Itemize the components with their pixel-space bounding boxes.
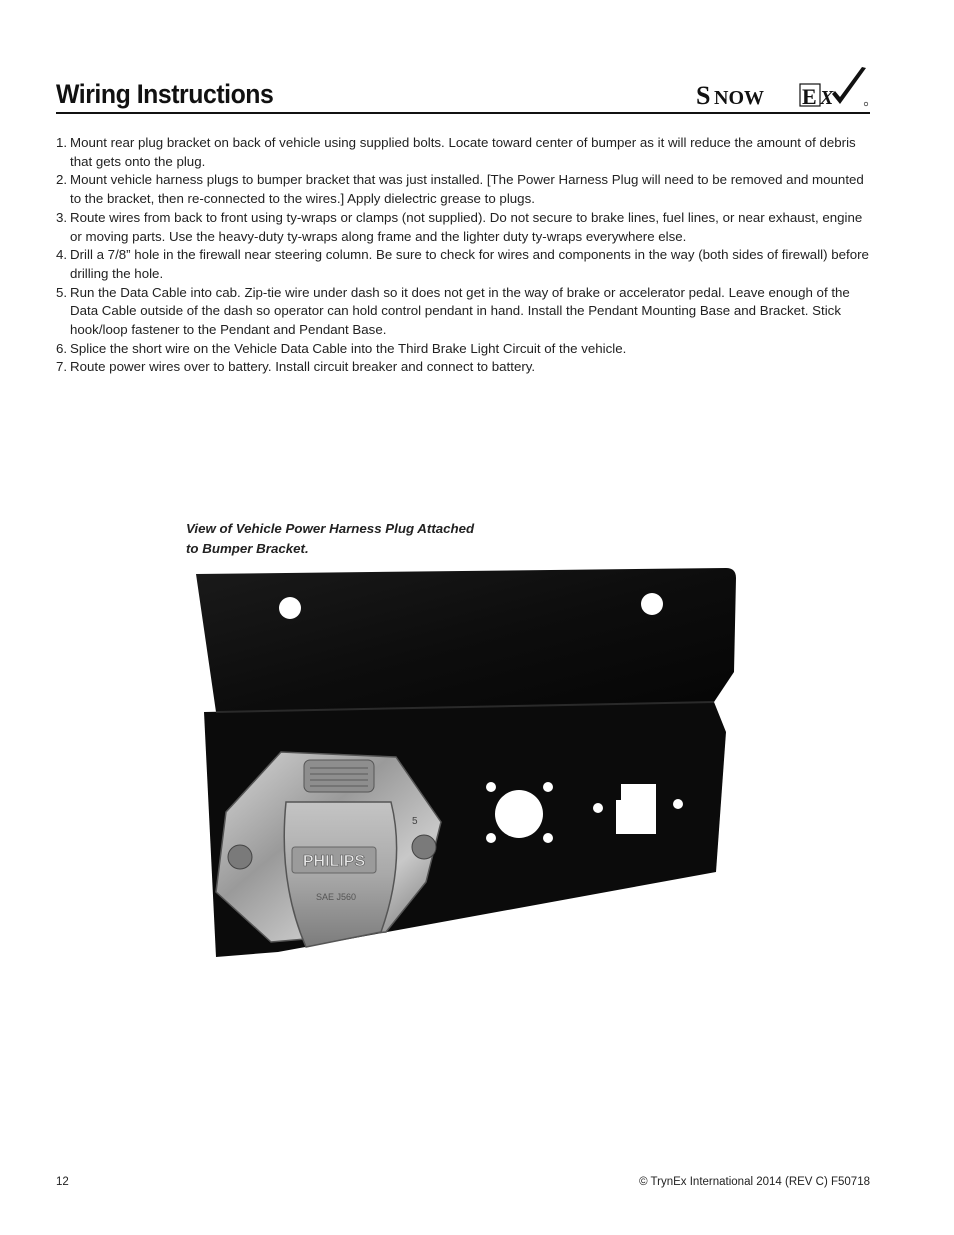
instruction-list: [56, 134, 870, 377]
logo-letter-x: X: [820, 87, 834, 109]
registered-mark-icon: [864, 102, 868, 106]
caption-line-2: to Bumper Bracket.: [186, 540, 309, 556]
logo-graphic: [694, 64, 870, 110]
logo-letter-s: S: [696, 81, 711, 110]
list-item: 5. Run the Data Cable into cab. Zip-tie wire under dash so it does not get in the way of brake or accelerator pedal. Leave enough of the Data Cable outside of the dash so operator can hold control pendant in hand. Install the Pendant Mounting Base and Bracket. Stick hook/loop fastener to the Pendant and Pendant Base.: [56, 284, 850, 338]
copyright-notice: © TrynEx International 2014 (REV C) F50718: [639, 1176, 870, 1188]
list-item: 2. Mount vehicle harness plugs to bumper bracket that was just installed. [The Power Harness Plug will need to be removed and mounted to the bracket, then re-connected to the wires.] Apply dielectric grease to plugs.: [56, 172, 864, 207]
bolt-hole: [593, 803, 603, 813]
plug-brand: PHILIPS: [302, 853, 366, 870]
list-item: 4. Drill a 7/8” hole in the firewall near steering column. Be sure to check for wires and components in the way (both sides of firewall) before drilling the hole.: [56, 247, 869, 281]
list-item: 6. Splice the short wire on the Vehicle Data Cable into the Third Brake Light Circuit of the vehicle.: [56, 340, 627, 356]
plug-cover: [284, 802, 396, 947]
bolt-hole: [673, 799, 683, 809]
logo-letter-e: E: [802, 84, 817, 109]
checkmark-icon: [832, 67, 866, 104]
pin-label: 5: [412, 816, 418, 827]
bracket-upper-flange: [196, 568, 736, 712]
bolt-hole: [486, 833, 496, 843]
bracket-photo: [186, 562, 742, 962]
bolt-hole: [543, 782, 553, 792]
plug-screw-left: [228, 845, 252, 869]
bolt-hole: [486, 782, 496, 792]
bracket-illustration: [186, 562, 742, 962]
plug-screw-right: [412, 835, 436, 859]
page-number: 12: [56, 1176, 69, 1188]
caption-line-1: View of Vehicle Power Harness Plug Attached: [186, 521, 475, 536]
square-socket-cutout: [616, 784, 656, 834]
plug-hinge: [304, 760, 374, 792]
page-header: [56, 64, 870, 114]
mounting-hole-right: [641, 593, 663, 615]
list-item: 3. Route wires from back to front using ty-wraps or clamps (not supplied). Do not secure to brake lines, fuel lines, or near exhaust, engine or moving parts. Use the heavy-duty ty-wraps along frame and the lighter duty ty-wraps everywhere else.: [56, 209, 863, 244]
round-socket-cutout: [495, 790, 543, 838]
logo-letters-now: NOW: [714, 87, 764, 109]
mounting-hole-left: [279, 597, 301, 619]
figure-caption: [186, 519, 506, 558]
snowex-logo: [694, 64, 870, 110]
list-item: 1. Mount rear plug bracket on back of vehicle using supplied bolts. Locate toward center of bumper as it will reduce the amount of debris that gets onto the plug.: [56, 135, 856, 169]
bolt-hole: [543, 833, 553, 843]
list-item: 7. Route power wires over to battery. Install circuit breaker and connect to battery.: [56, 359, 536, 375]
page-title: Wiring Instructions: [56, 79, 274, 109]
plug-model: SAE J560: [315, 892, 357, 902]
